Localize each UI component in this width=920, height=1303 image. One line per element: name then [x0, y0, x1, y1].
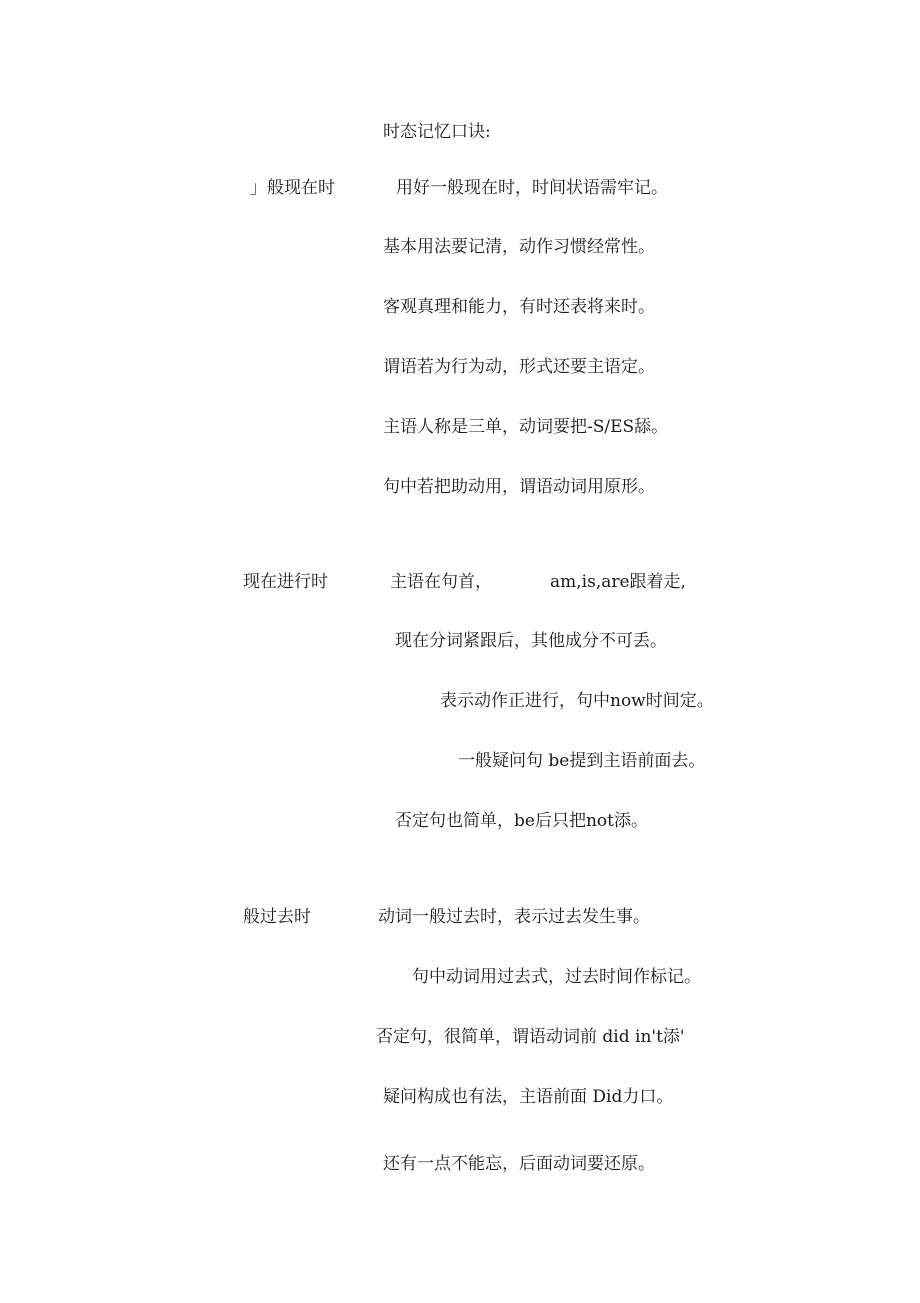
verse-line: 还有一点不能忘，后面动词要还原。	[383, 1154, 655, 1174]
verse-line: 表示动作正进行，句中now时间定。	[440, 691, 714, 711]
verse-line: 否定句也简单，be后只把not添。	[395, 811, 648, 831]
verse-line: 用好一般现在时，时间状语需牢记。	[396, 178, 668, 198]
verse-line: 现在分词紧跟后，其他成分不可丢。	[395, 631, 667, 651]
verse-line: 谓语若为行为动，形式还要主语定。	[383, 357, 655, 377]
verse-line: 句中动词用过去式，过去时间作标记。	[412, 967, 701, 987]
verse-line: 基本用法要记清，动作习惯经常性。	[383, 237, 655, 257]
page-title: 时态记忆口诀:	[383, 122, 491, 142]
verse-line: 句中若把助动用，谓语动词用原形。	[383, 477, 655, 497]
verse-line: 动词一般过去时，表示过去发生事。	[378, 907, 650, 927]
verse-line: 一般疑问句 be提到主语前面去。	[458, 751, 706, 771]
verse-line: am,is,are跟着走,	[550, 572, 686, 592]
verse-line: 客观真理和能力，有时还表将来时。	[383, 297, 655, 317]
verse-line: 主语人称是三单，动词要把-S/ES舔。	[383, 417, 669, 437]
section-label-present-progressive: 现在进行时	[243, 572, 328, 592]
verse-line: 否定句，很简单，谓语动词前 did in't添'	[376, 1027, 685, 1047]
section-label-simple-present: 」般现在时	[250, 178, 335, 198]
section-label-simple-past: 般过去时	[243, 907, 311, 927]
verse-line: 主语在句首，	[390, 572, 492, 592]
verse-line: 疑问构成也有法，主语前面 Did力口。	[383, 1087, 674, 1107]
